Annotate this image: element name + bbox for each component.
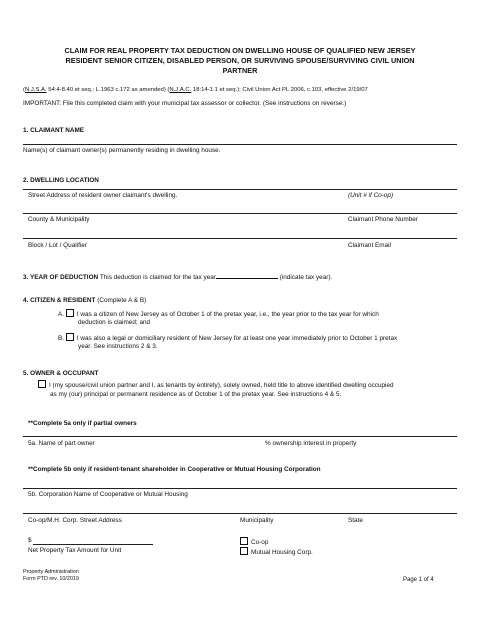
citizen-a-line2: deduction is claimed; and [78, 319, 151, 326]
coop-checkbox[interactable] [240, 537, 248, 545]
claimant-name-line[interactable] [23, 144, 457, 145]
important-notice: IMPORTANT: File this completed claim with your municipal tax assessor or collector. (See instructions on reverse.) [23, 100, 347, 107]
njac-link[interactable]: N.J.A.C. [169, 87, 192, 93]
ownership-pct-label: % ownership interest in property [265, 440, 357, 447]
resident-b-row: B. I was also a legal or domiciliary resident of New Jersey for at least one year immediately prior to October 1 pretax [58, 335, 398, 342]
net-tax-label: Net Property Tax Amount for Unit [28, 547, 122, 554]
njsa-link[interactable]: N.J.S.A. [24, 87, 47, 93]
citizen-a-row: A. I was a citizen of New Jersey as of October 1 of the pretax year, i.e., the year prior to the tax year for which [58, 311, 379, 318]
corp-street-label: Co-op/M.H. Corp. Street Address [28, 517, 122, 524]
footer-form-id: Form PTD rev. 10/2019 [23, 576, 79, 582]
block-line[interactable] [23, 238, 457, 239]
dollar-sign: $ [28, 537, 32, 544]
claimant-name-label: Name(s) of claimant owner(s) permanently residing in dwelling house. [23, 147, 221, 154]
tax-year-field[interactable] [216, 272, 278, 279]
section-5-heading: 5. OWNER & OCCUPANT [23, 370, 99, 377]
owner-occupant-row: I (my spouse/civil union partner and I, as tenants by entirety), solely owned, held title to above identified dwelling occupied [38, 380, 394, 390]
street-address-line[interactable] [23, 189, 457, 190]
corp-address-line[interactable] [23, 513, 457, 514]
net-tax-field[interactable] [33, 544, 153, 545]
form-title-line-1: CLAIM FOR REAL PROPERTY TAX DEDUCTION ON DWELLING HOUSE OF QUALIFIED NEW JERSEY [64, 46, 416, 55]
county-line[interactable] [23, 213, 457, 214]
form-title-line-3: PARTNER [222, 66, 258, 75]
section-1-heading: 1. CLAIMANT NAME [23, 127, 85, 134]
resident-b-line2: year. See instructions 2 & 3. [78, 343, 158, 350]
unit-label: (Unit # if Co-op) [348, 192, 394, 199]
section-2-heading: 2. DWELLING LOCATION [23, 177, 99, 184]
statute-citation: (N.J.S.A. 54:4-8.40 et seq.; L.1963 c.172 as amended) (N.J.A.C. 18:14-1.1 et seq.); Civil Union Act PL 2006, c.103, effective 2/19/07 [23, 87, 368, 93]
page-number: Page 1 of 4 [403, 577, 434, 583]
owner-occupant-checkbox[interactable] [38, 380, 46, 388]
email-label: Claimant Email [348, 242, 391, 249]
block-label: Block / Lot / Qualifier [28, 242, 87, 249]
mutual-row: Mutual Housing Corp. [240, 547, 313, 557]
corp-state-label: State [348, 517, 363, 524]
section-5b-note: **Complete 5b only if resident-tenant shareholder in Cooperative or Mutual Housing Corporation [28, 466, 321, 473]
street-address-label: Street Address of resident owner claimant's dwelling. [28, 192, 178, 199]
form-title-line-2: RESIDENT SENIOR CITIZEN, DISABLED PERSON, OR SURVIVING SPOUSE/SURVIVING CIVIL UNION [65, 56, 415, 65]
county-label: County & Municipality [28, 216, 90, 223]
corp-name-line[interactable] [23, 488, 457, 489]
section-3: 3. YEAR OF DEDUCTION This deduction is claimed for the tax year (indicate tax year). [23, 274, 333, 281]
footer-dept: Property Administration [23, 569, 79, 575]
corp-municipality-label: Municipality [240, 517, 274, 524]
owner-occupant-line2: as my (our) principal or permanent residence as of October 1 of the pretax year. See instructions 4 & 5. [50, 391, 342, 398]
part-owner-label: 5a. Name of part owner [28, 440, 95, 447]
phone-label: Claimant Phone Number [348, 216, 418, 223]
mutual-housing-checkbox[interactable] [240, 547, 248, 555]
resident-b-checkbox[interactable] [66, 333, 74, 341]
coop-row: Co-op [240, 537, 268, 547]
section-5a-note: **Complete 5a only if partial owners [28, 420, 137, 427]
corp-name-label: 5b. Corporation Name of Cooperative or Mutual Housing [28, 491, 188, 498]
section-4-heading: 4. CITIZEN & RESIDENT (Complete A & B) [23, 297, 147, 304]
citizen-a-checkbox[interactable] [66, 309, 74, 317]
part-owner-line[interactable] [23, 436, 457, 437]
